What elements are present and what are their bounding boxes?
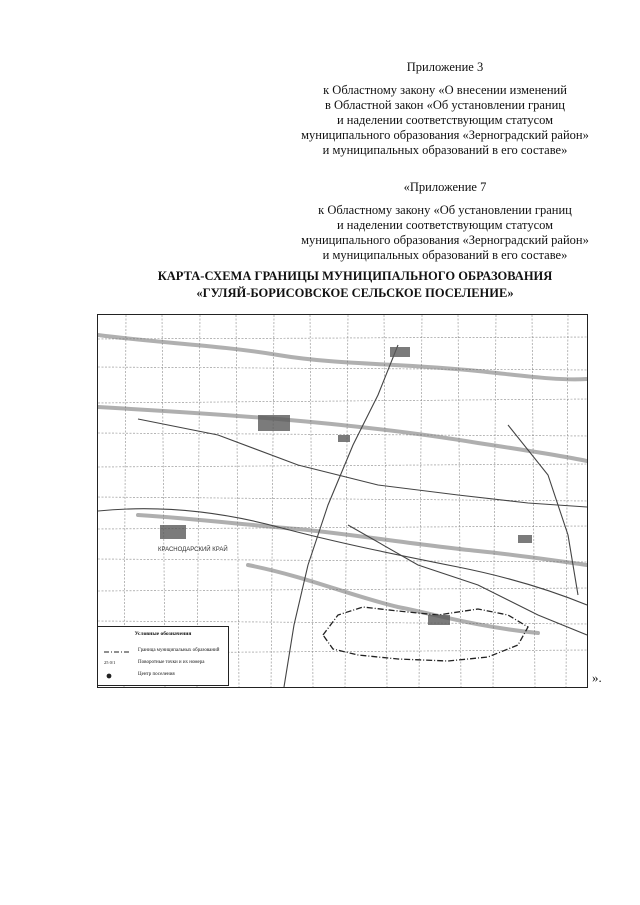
map-title-line-1: КАРТА-СХЕМА ГРАНИЦЫ МУНИЦИПАЛЬНОГО ОБРАЗОВАНИЯ	[157, 269, 553, 283]
legend-item-boundary	[98, 647, 228, 657]
river-valley	[98, 335, 587, 379]
center-dot-icon	[104, 672, 130, 680]
legend-label: Центр поселения	[138, 672, 175, 677]
appendix-3-line: к Областному закону «О внесении изменений	[323, 83, 567, 97]
legend-title: Условные обозначения	[134, 631, 192, 637]
grid-line	[271, 315, 274, 687]
settlement-area	[160, 525, 186, 539]
appendix-3-line: и муниципальных образований в его составе»	[322, 143, 568, 157]
legend-item-points	[98, 659, 228, 669]
appendix-3-line: муниципального образования «Зерноградский район»	[301, 128, 589, 142]
grid-line	[98, 399, 587, 403]
appendix-3-line: в Областной закон «Об установлении границ	[324, 98, 565, 112]
appendix-7-line: и муниципальных образований в его составе»	[322, 248, 568, 262]
settlement-area	[258, 415, 290, 431]
settlement-area	[390, 347, 410, 357]
appendix-7-heading: «Приложение 7	[403, 180, 487, 194]
appendix-3-heading: Приложение 3	[406, 60, 484, 74]
grid-line	[419, 315, 422, 687]
appendix-3-block	[290, 60, 600, 158]
map-title-line-2: «ГУЛЯЙ-БОРИСОВСКОЕ СЕЛЬСКОЕ ПОСЕЛЕНИЕ»	[196, 286, 514, 300]
grid-line	[98, 497, 587, 501]
appendix-3-line: и наделении соответствующим статусом	[336, 113, 554, 127]
region-label: КРАСНОДАРСКИЙ КРАЙ	[158, 547, 228, 553]
settlement-area	[338, 435, 350, 442]
closing-quote-mark: ».	[592, 670, 602, 685]
point-number-icon: 25 0/1	[104, 660, 116, 665]
legend-item-center	[98, 671, 228, 681]
settlements	[160, 347, 532, 625]
grid-line	[310, 315, 313, 687]
road	[138, 419, 587, 507]
grid-line	[236, 315, 239, 687]
settlement-area	[428, 615, 450, 625]
grid-line	[98, 337, 587, 339]
grid-line	[98, 367, 587, 370]
appendix-7-line: к Областному закону «Об установлении границ	[318, 203, 572, 217]
settlement-area	[518, 535, 532, 543]
appendix-7-block	[290, 180, 600, 263]
appendix-7-line: и наделении соответствующим статусом	[336, 218, 554, 232]
road	[348, 525, 587, 635]
grid-line	[384, 315, 387, 687]
grid-line	[98, 464, 587, 467]
boundary-line-icon	[104, 648, 130, 656]
boundary-line	[323, 607, 528, 661]
river-valleys	[98, 335, 587, 633]
legend-label: Граница муниципальных образований	[138, 648, 220, 653]
legend-label: Поворотные точки и их номера	[138, 660, 205, 665]
appendix-7-line: муниципального образования «Зерноградский район»	[301, 233, 589, 247]
map-title	[70, 268, 640, 302]
road	[284, 345, 398, 687]
grid-line	[345, 315, 348, 687]
municipal-boundary	[323, 607, 528, 661]
river-valley	[98, 407, 587, 461]
grid-line	[98, 621, 587, 624]
map-legend	[97, 626, 229, 686]
grid-line	[98, 559, 587, 562]
